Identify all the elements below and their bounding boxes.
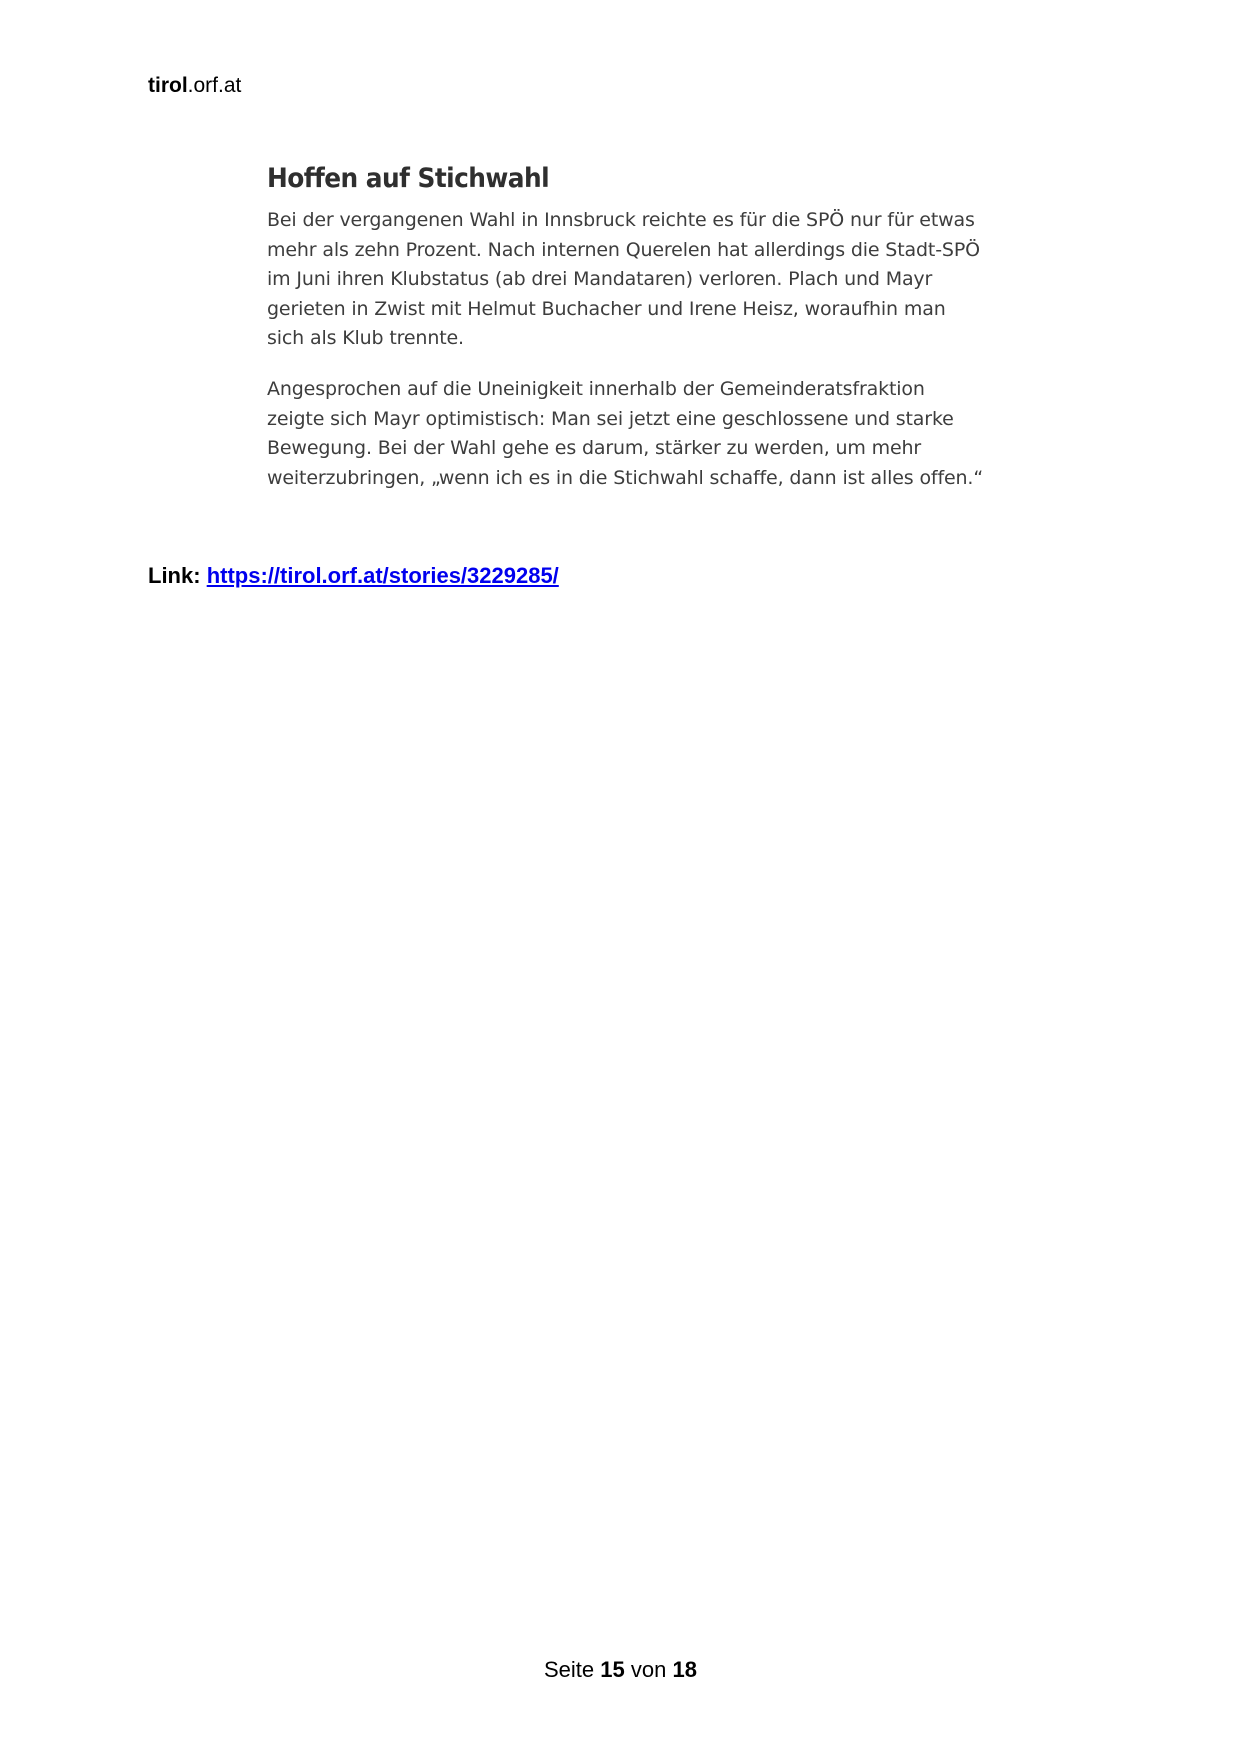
article-excerpt [267,162,987,493]
source-link[interactable]: https://tirol.orf.at/stories/3229285/ [206,563,559,588]
source-link-line [148,562,559,589]
article-heading: Hoffen auf Stichwahl [267,163,550,194]
total-page-count: 18 [672,1657,697,1682]
brand-domain: .orf.at [187,74,242,97]
page-header [148,73,241,99]
source-link-label: Link: [148,563,201,588]
article-paragraph-1: Bei der vergangenen Wahl in Innsbruck reichte es für die SPÖ nur für etwas mehr als zehn Prozent. Nach internen Querelen hat allerdings die Stadt-SPÖ im Juni ihren Klubstatus (ab drei Mandataren) verloren. Plach und Mayr gerieten in Zwist mit Helmut Buchacher und Irene Heisz, woraufhin man sich als Klub trennte. [267,209,980,350]
page-number-footer [0,1656,1241,1683]
article-paragraph-2: Angesprochen auf die Uneinigkeit innerhalb der Gemeinderatsfraktion zeigte sich Mayr optimistisch: Man sei jetzt eine geschlossene und starke Bewegung. Bei der Wahl gehe es darum, stärker zu werden, um mehr weiterzubringen, „wenn ich es in die Stichwahl schaffe, dann ist alles offen.“ [267,377,984,489]
brand-name-bold: tirol [148,74,188,97]
page-separator: von [630,1657,667,1682]
current-page-number: 15 [600,1657,625,1682]
page-label: Seite [544,1657,595,1682]
